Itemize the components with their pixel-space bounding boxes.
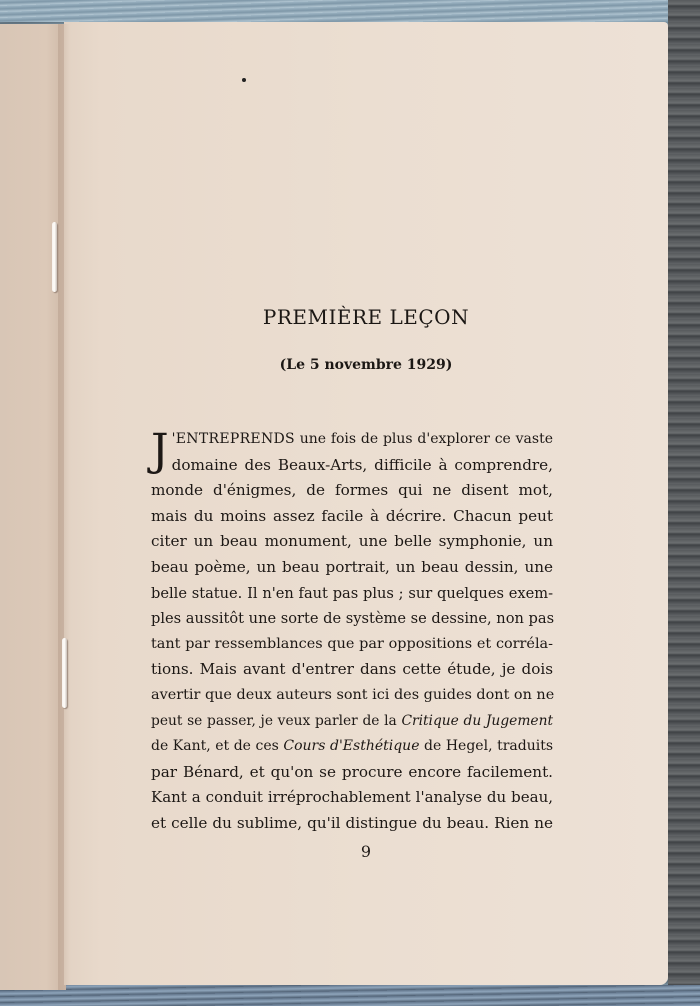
chapter-title: PREMIÈRE LEÇON xyxy=(262,305,470,329)
text-line: mais du moins assez facile à décrire. Chacun peut xyxy=(151,506,553,525)
left-page-edge xyxy=(0,24,66,990)
wooden-table-background-bottom xyxy=(0,985,700,1006)
staple-bottom xyxy=(62,638,67,708)
page-number: 9 xyxy=(360,842,372,861)
text-line: citer un beau monument, une belle symphonie, un xyxy=(151,532,553,551)
text-line: ples aussitôt une sorte de système se dessine, non pas xyxy=(151,610,555,628)
text-segment: peut se passer, je veux parler de la xyxy=(151,712,402,729)
staple-top xyxy=(52,222,57,292)
ink-speck xyxy=(242,78,246,82)
text-line: par Bénard, et qu'on se procure encore facilement. xyxy=(151,762,553,781)
text-line: tions. Mais avant d'entrer dans cette étude, je dois xyxy=(151,660,553,679)
text-segment: de Kant, et de ces xyxy=(151,738,284,755)
text-line: domaine des Beaux-Arts, difficile à comprendre, xyxy=(171,455,553,474)
text-line: monde d'énigmes, de formes qui ne disent mot, xyxy=(151,481,553,500)
text-line: beau poème, un beau portrait, un beau dessin, une xyxy=(151,557,553,576)
text-line xyxy=(151,427,553,453)
book-title-critique: Critique du Jugement xyxy=(401,712,553,729)
text-line-rest: une fois de plus d'explorer ce vaste xyxy=(294,431,553,447)
opening-word: 'ENTREPRENDS xyxy=(171,431,295,447)
text-line: avertir que deux auteurs sont ici des guides dont on ne xyxy=(151,686,555,703)
text-line: belle statue. Il n'en faut pas plus ; sur quelques exem- xyxy=(151,584,553,602)
text-segment: de Hegel, traduits xyxy=(419,738,554,755)
text-line xyxy=(151,734,553,760)
body-text xyxy=(151,427,553,837)
wooden-table-background-top xyxy=(0,0,700,22)
book-title-cours: Cours d'Esthétique xyxy=(283,738,420,755)
text-line: Kant a conduit irréprochablement l'analyse du beau, xyxy=(151,788,553,807)
wooden-table-background-right xyxy=(668,0,700,1006)
lecture-date: (Le 5 novembre 1929) xyxy=(279,357,453,373)
text-line xyxy=(151,709,553,735)
text-line: et celle du sublime, qu'il distingue du beau. Rien ne xyxy=(151,813,553,832)
drop-cap: J xyxy=(151,425,169,476)
text-line: tant par ressemblances que par oppositions et corréla- xyxy=(151,635,553,652)
